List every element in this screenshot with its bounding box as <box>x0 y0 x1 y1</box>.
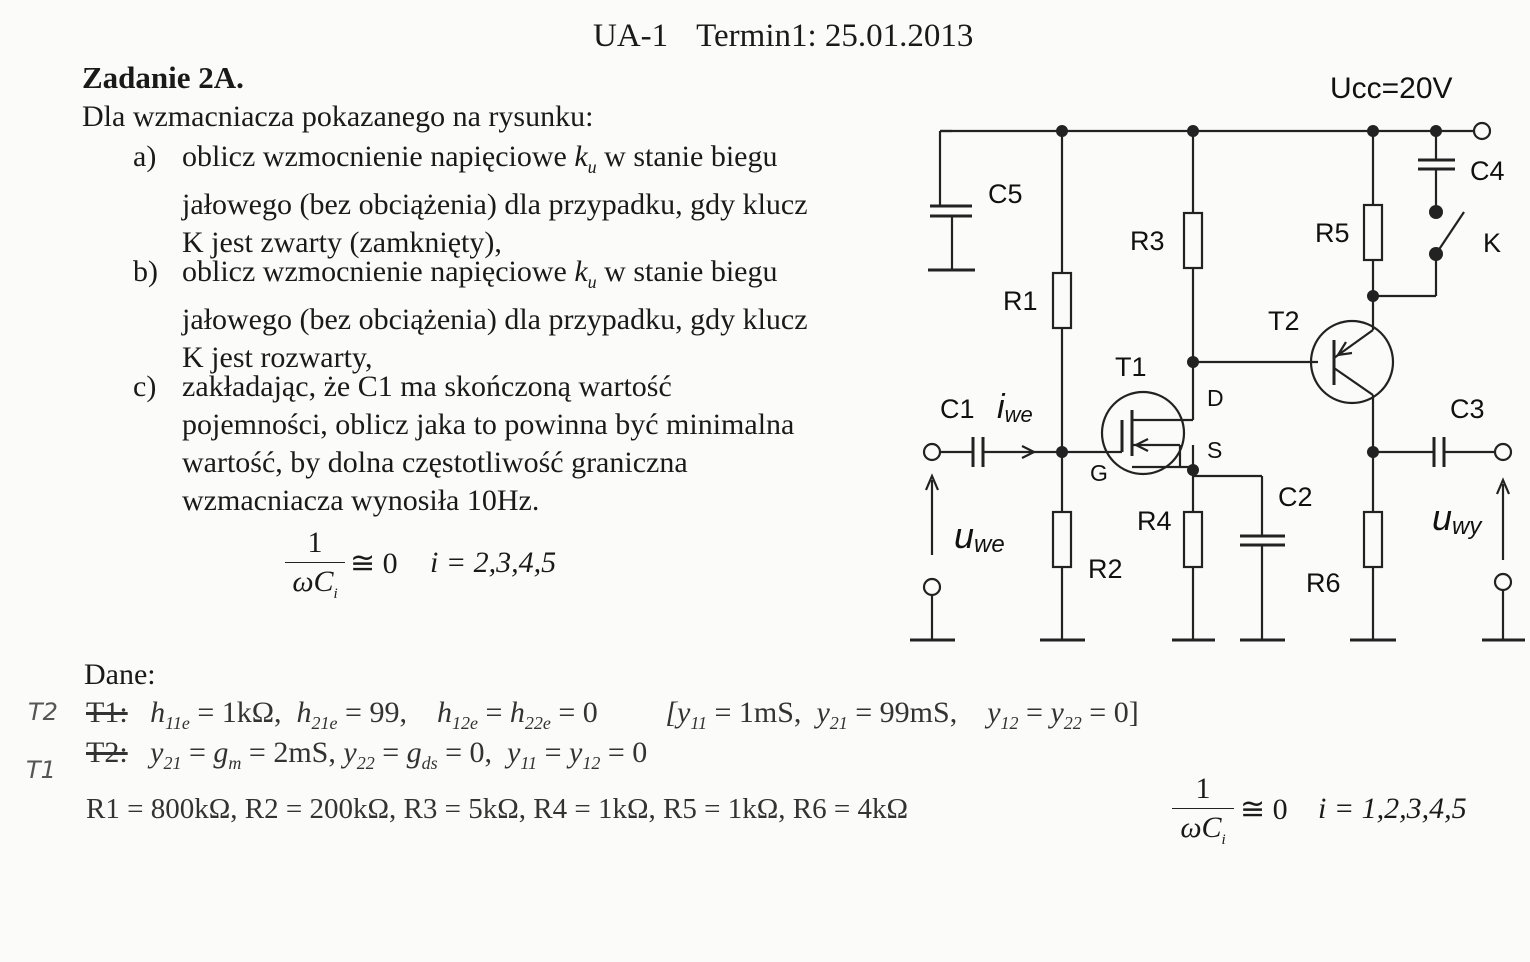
output-voltage-label: uwy <box>1432 497 1482 540</box>
item-label: c) <box>133 370 157 403</box>
r3-label: R3 <box>1130 226 1165 256</box>
r5-label: R5 <box>1315 218 1350 248</box>
given-row-2: T2: $y_{21} = g_m = 2mS$, $y_{22} = g_{ds} = 0$, $y_{11} = y_{12} = 0$ <box>86 736 648 773</box>
given-condition-range: i = 1,2,3,4,5 <box>1318 792 1467 825</box>
task-condition-range: i = 2,3,4,5 <box>430 546 557 579</box>
exam-code: UA-1 <box>593 18 669 54</box>
task-condition-approx: ≅ 0 <box>350 547 398 580</box>
drain-label: D <box>1207 385 1224 411</box>
resistor-values: R1 = 800kΩ, R2 = 200kΩ, R3 = 5kΩ, R4 = 1kΩ, R5 = 1kΩ, R6 = 4kΩ <box>86 793 908 825</box>
input-voltage-label: uwe <box>954 515 1005 558</box>
c4-label: C4 <box>1470 156 1505 186</box>
item-label: b) <box>133 255 158 288</box>
given-condition-approx: ≅ 0 <box>1240 793 1288 826</box>
r2-label: R2 <box>1088 554 1123 584</box>
r1-label: R1 <box>1003 286 1038 316</box>
given-label: Dane: <box>84 658 156 691</box>
r6-label: R6 <box>1306 568 1341 598</box>
c3-label: C3 <box>1450 394 1485 424</box>
item-label: a) <box>133 140 157 173</box>
task-condition-fraction: 1 $\omega C_i$ <box>285 526 345 603</box>
handwritten-t2: T2 <box>28 698 58 726</box>
supply-label: Ucc=20V <box>1330 72 1453 105</box>
r4-label: R4 <box>1137 506 1172 536</box>
c1-label: C1 <box>940 394 975 424</box>
exam-term: Termin1: 25.01.2013 <box>696 18 974 54</box>
input-current-label: iwe <box>997 388 1033 427</box>
k-label: K <box>1483 228 1502 258</box>
given-row-1: T1: $h_{11e} = 1k\Omega$, $h_{21e} = 99$, $h_{12e} = h_{22e} = 0$ [$y_{11} = 1mS$, $y_{21} = 99mS$, $y_{12} = y_{22} = 0$] <box>86 696 1139 733</box>
given-condition-fraction: 1 $\omega C_i$ <box>1172 772 1234 849</box>
t2-label: T2 <box>1268 306 1300 336</box>
c2-label: C2 <box>1278 482 1313 512</box>
t1-label: T1 <box>1115 352 1147 382</box>
task-intro: Dla wzmacniacza pokazanego na rysunku: <box>82 100 594 133</box>
task-title: Zadanie 2A. <box>82 60 244 95</box>
source-label: S <box>1207 437 1223 463</box>
c5-label: C5 <box>988 179 1023 209</box>
handwritten-t1: T1 <box>26 756 56 784</box>
gate-label: G <box>1090 460 1108 486</box>
